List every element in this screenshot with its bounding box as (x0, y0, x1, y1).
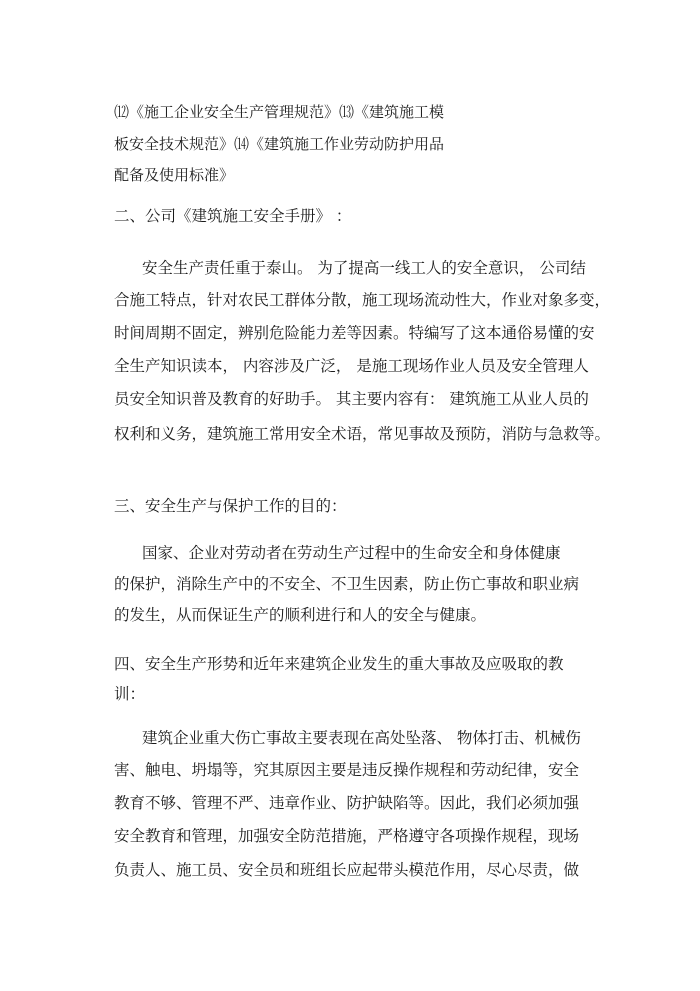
section-2-line-4: 全生产知识读本， 内容涉及广泛， 是施工现场作业人员及安全管理人 (114, 357, 589, 375)
section-3-line-2: 的保护，消除生产中的不安全、不卫生因素，防止伤亡事故和职业病 (114, 575, 580, 593)
section-4-line-2: 害、触电、坍塌等，究其原因主要是违反操作规程和劳动纪律，安全 (114, 761, 580, 779)
section-4-heading-line-2: 训： (114, 685, 146, 703)
section-4-heading-line-1: 四、安全生产形势和近年来建筑企业发生的重大事故及应吸取的教 (114, 655, 564, 673)
section-4-line-1: 建筑企业重大伤亡事故主要表现在高处坠落、 物体打击、机械伤 (142, 729, 581, 747)
section-4-line-5: 负责人、施工员、安全员和班组长应起带头模范作用，尽心尽责，做 (114, 861, 580, 879)
section-3-line-1: 国家、企业对劳动者在劳动生产过程中的生命安全和身体健康 (142, 544, 561, 562)
reference-line-1: ⑿《施工企业安全生产管理规范》⒀《建筑施工模 (114, 103, 445, 121)
section-4-line-3: 教育不够、管理不严、违章作业、防护缺陷等。因此，我们必须加强 (114, 794, 580, 812)
section-4-line-4: 安全教育和管理，加强安全防范措施，严格遵守各项操作规程，现场 (114, 827, 580, 845)
reference-line-2: 板安全技术规范》⒁《建筑施工作业劳动防护用品 (114, 135, 445, 153)
section-3-heading: 三、安全生产与保护工作的目的： (114, 497, 347, 515)
section-2-heading: 二、公司《建筑施工安全手册》 ： (114, 207, 352, 225)
reference-line-3: 配备及使用标准》 (114, 166, 235, 184)
section-2-line-5: 员安全知识普及教育的好助手。 其主要内容有： 建筑施工从业人员的 (114, 390, 589, 408)
section-2-line-3: 时间周期不固定，辨别危险能力差等因素。特编写了这本通俗易懂的安 (114, 324, 595, 342)
section-2-line-2: 合施工特点，针对农民工群体分散，施工现场流动性大，作业对象多变， (114, 291, 611, 309)
section-2-line-1: 安全生产责任重于泰山。 为了提高一线工人的安全意识， 公司结 (142, 259, 586, 277)
section-2-line-6: 权利和义务，建筑施工常用安全术语，常见事故及预防，消防与急救等。 (114, 425, 611, 443)
section-3-line-3: 的发生，从而保证生产的顺利进行和人的安全与健康。 (114, 606, 487, 624)
